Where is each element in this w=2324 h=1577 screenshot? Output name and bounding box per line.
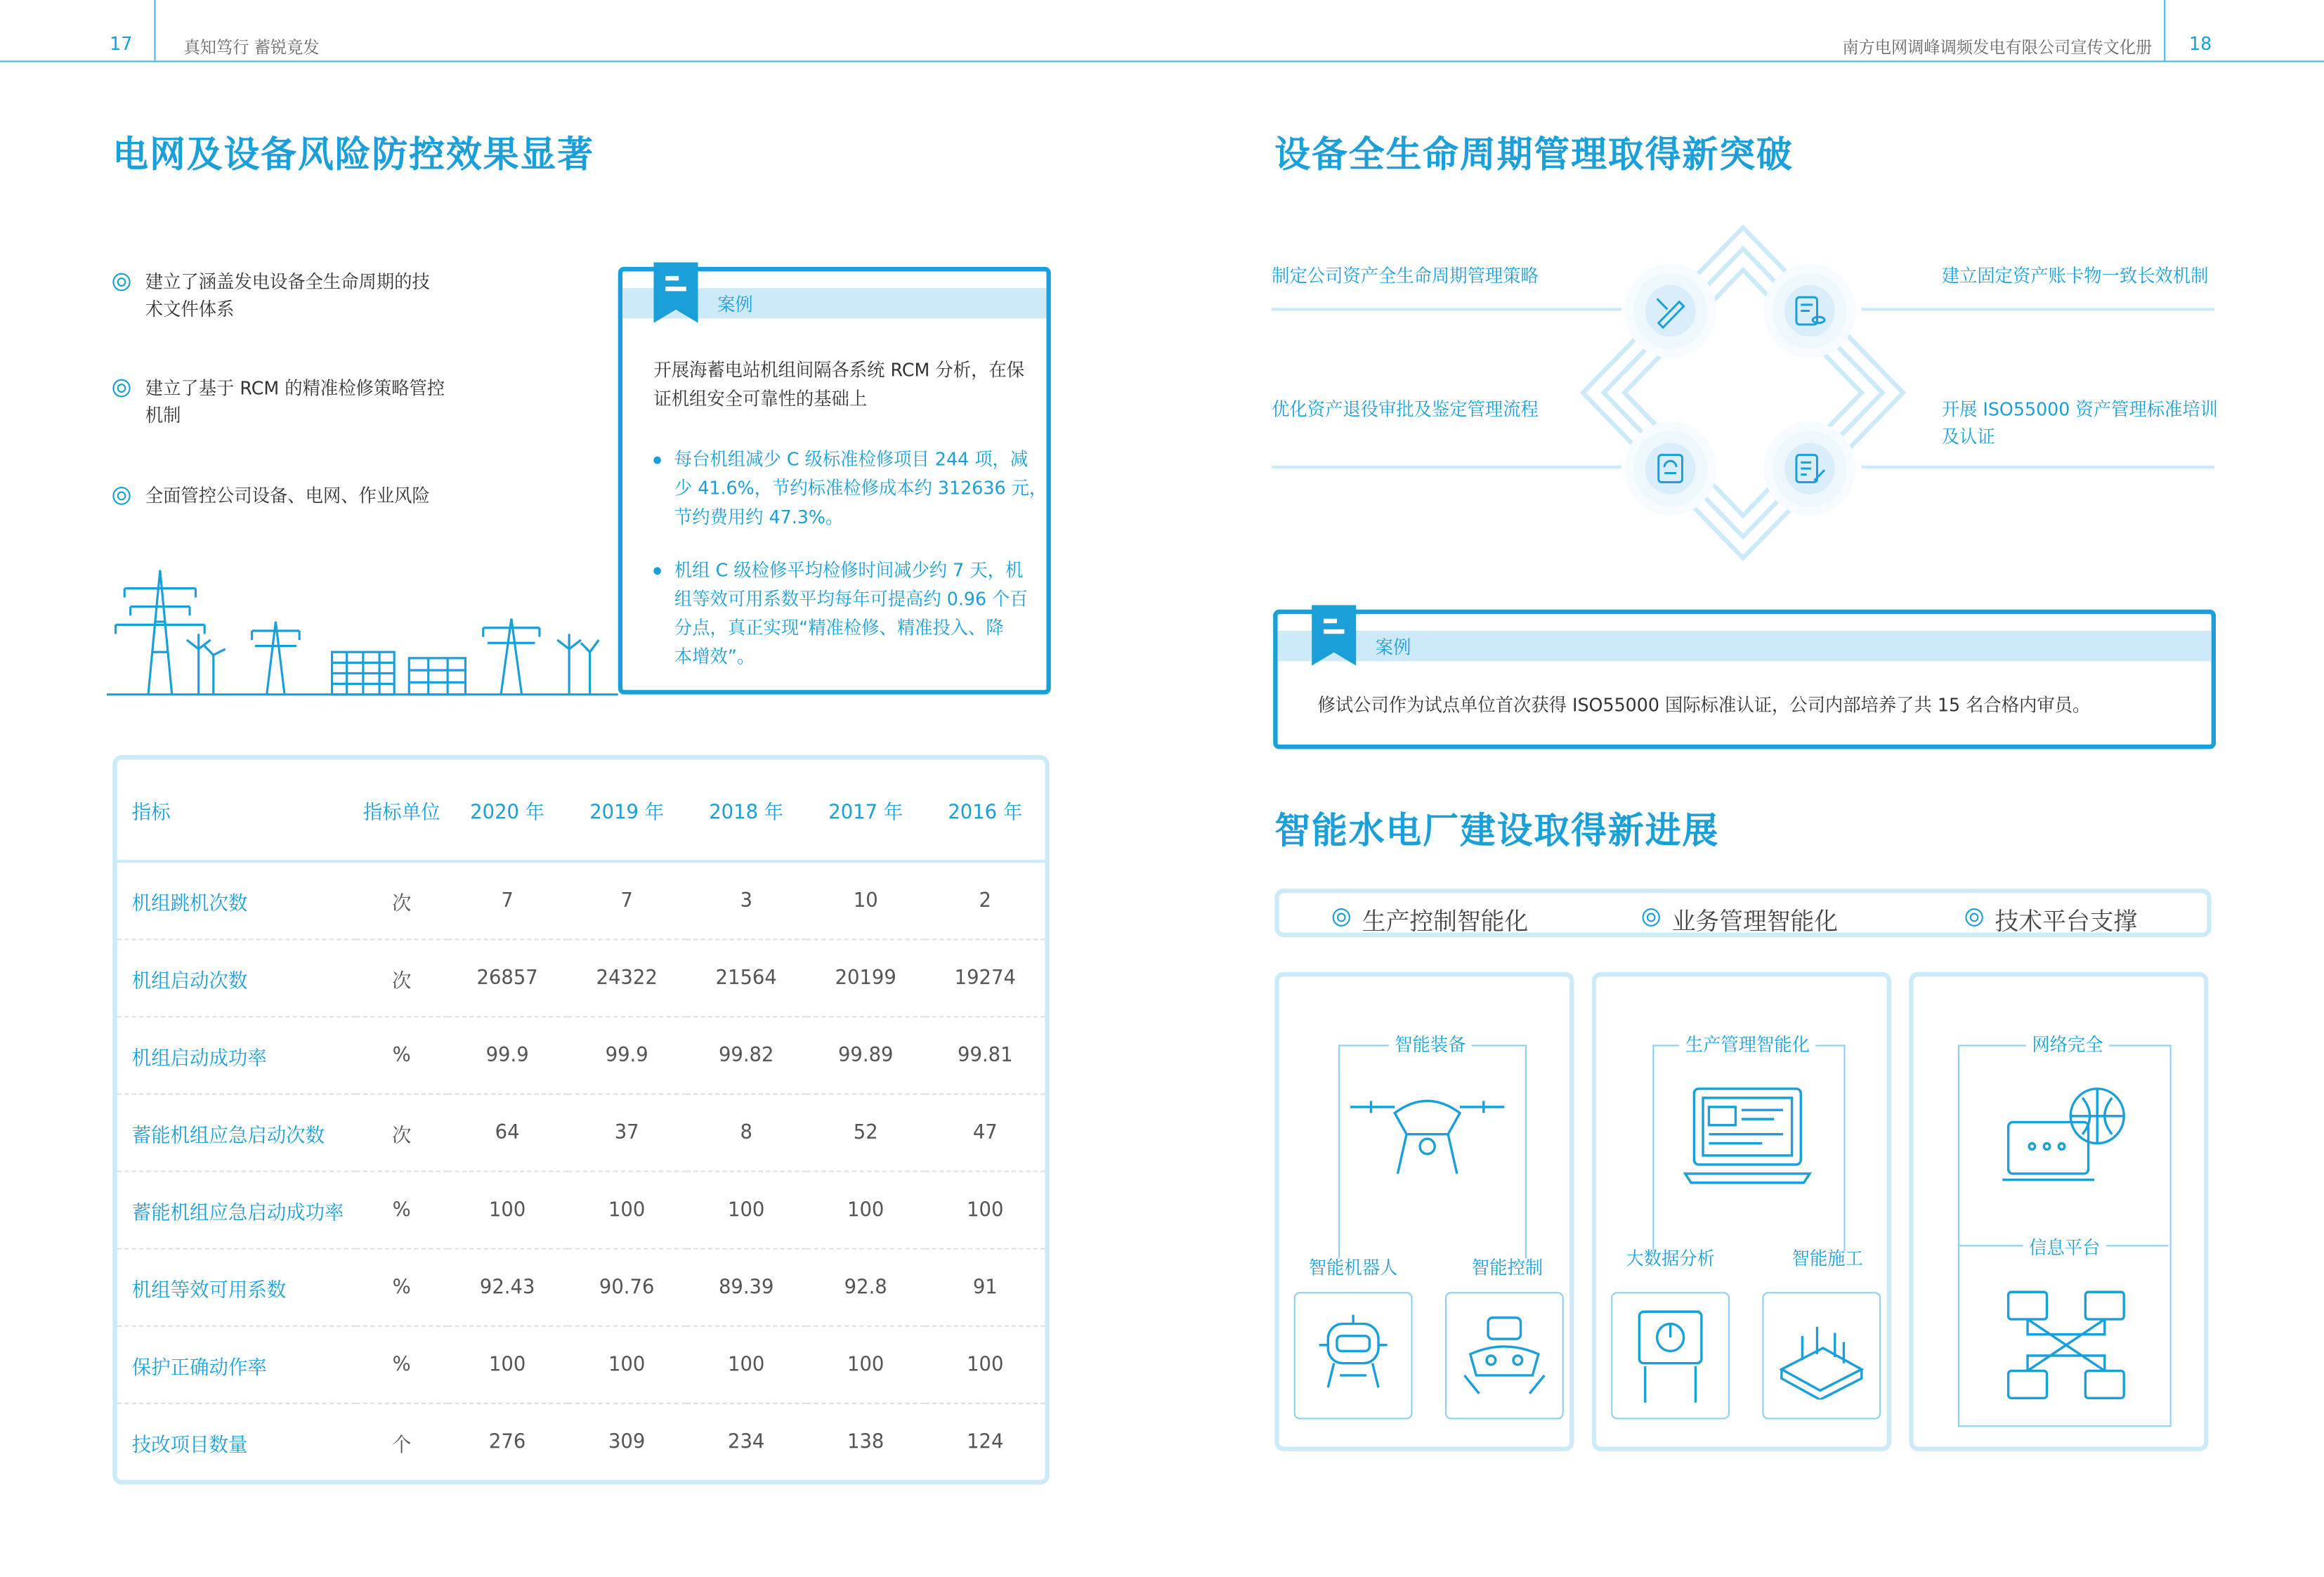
lifecycle-item: 建立固定资产账卡物一致长效机制 — [1941, 265, 2209, 287]
production-management-card — [1592, 972, 1891, 1451]
refresh-document-icon — [1624, 421, 1716, 516]
case-text: 修试公司作为试点单位首次获得 ISO55000 国际标准认证，公司内部培养了共 15 名合格内审员。 — [1317, 694, 2091, 716]
lifecycle-item: 开展 ISO55000 资产管理标准培训 及认证 — [1941, 398, 2218, 447]
network-security-icon — [2002, 1082, 2129, 1189]
kpi-table — [112, 755, 1049, 1484]
ring-bullet-icon — [1965, 908, 1983, 927]
bullet-item: 建立了基于 RCM 的精准检修策略管控 机制 — [112, 374, 486, 429]
lifecycle-diamond — [1577, 221, 1910, 564]
right-page-number: 18 — [2189, 33, 2212, 55]
right-section-title-2: 智能水电厂建设取得新进展 — [1274, 809, 1720, 853]
pillar-bar — [1274, 889, 2211, 937]
lifecycle-item: 优化资产退役审批及鉴定管理流程 — [1272, 398, 1539, 420]
card-item-label: 智能机器人 — [1308, 1257, 1398, 1278]
right-company-name: 南方电网调峰调频发电有限公司宣传文化册 — [1842, 37, 2153, 58]
column-header: 指标单位 — [355, 760, 448, 863]
card-heading: 信息平台 — [2023, 1234, 2106, 1260]
table-row: 机组跳机次数 次 7 7 3 10 2 — [117, 863, 1045, 940]
technical-platform-card — [1909, 972, 2208, 1451]
table-row: 蓄能机组应急启动成功率 % 100 100 100 100 100 — [117, 1172, 1045, 1250]
left-slogan: 真知笃行 蓄锐竟发 — [183, 37, 320, 58]
table-row: 机组启动次数 次 26857 24322 21564 20199 19274 — [117, 940, 1045, 1017]
connector-line — [1272, 308, 1621, 310]
card-item-label: 智能施工 — [1791, 1248, 1863, 1269]
header-divider — [154, 0, 155, 60]
column-header: 指标 — [117, 760, 356, 863]
case-label: 案例 — [717, 294, 753, 316]
case-point: 每台机组减少 C 级标准检修项目 244 项，减 少 41.6%，节约标准检修成本约 312636 元， 节约费用约 47.3%。 — [653, 446, 1047, 532]
connector-line — [1862, 308, 2214, 310]
case-point: 机组 C 级检修平均检修时间减少约 7 天，机 组等效可用系数平均每年可提高约 0.96 个百 分点，真正实现“精准检修、精准投入、降 本增效”。 — [653, 556, 1027, 672]
power-grid-illustration — [107, 561, 618, 701]
column-header: 2016 年 — [925, 760, 1045, 863]
ring-bullet-icon — [112, 379, 130, 398]
ring-bullet-icon — [112, 487, 130, 505]
smart-equipment-card — [1274, 972, 1574, 1451]
column-header: 2019 年 — [567, 760, 686, 863]
connector-line — [1862, 466, 2214, 469]
case-band — [1278, 631, 2212, 661]
ring-bullet-icon — [1333, 908, 1350, 927]
left-page-number: 17 — [110, 33, 133, 55]
pillar-item: 生产控制智能化 — [1333, 902, 1529, 937]
card-heading: 网络完全 — [2026, 1031, 2109, 1057]
laptop-dashboard-icon — [1683, 1086, 1813, 1186]
ring-bullet-icon — [1643, 908, 1660, 927]
connector-line — [1272, 466, 1621, 469]
table-row: 保护正确动作率 % 100 100 100 100 100 — [117, 1327, 1045, 1404]
pen-ruler-icon — [1624, 264, 1716, 358]
info-platform-network-icon — [2002, 1289, 2129, 1404]
bullet-item: 全面管控公司设备、电网、作业风险 — [112, 482, 486, 509]
pillar-item: 业务管理智能化 — [1643, 902, 1839, 937]
table-row: 机组启动成功率 % 99.9 99.9 99.82 99.89 99.81 — [117, 1017, 1045, 1094]
table-row: 技改项目数量 个 276 309 234 138 124 — [131, 1430, 1004, 1457]
header-divider — [2164, 0, 2165, 60]
card-item-label: 大数据分析 — [1626, 1248, 1715, 1269]
construction-site-icon — [1762, 1292, 1881, 1419]
column-header: 2018 年 — [686, 760, 806, 863]
ring-bullet-icon — [112, 273, 130, 292]
header-rule — [0, 60, 2324, 62]
left-section-title: 电网及设备风险防控效果显著 — [112, 133, 594, 176]
table-header-row — [117, 760, 1045, 863]
column-header: 2017 年 — [806, 760, 925, 863]
case-label: 案例 — [1375, 636, 1411, 658]
tablet-analysis-icon — [1611, 1292, 1730, 1419]
card-heading: 智能装备 — [1389, 1031, 1472, 1057]
document-coins-icon — [1764, 264, 1856, 358]
bullet-item: 建立了涵盖发电设备全生命周期的技 术文件体系 — [112, 268, 486, 323]
lifecycle-item: 制定公司资产全生命周期管理策略 — [1272, 265, 1539, 287]
table-row: 蓄能机组应急启动次数 次 64 37 8 52 47 — [117, 1095, 1045, 1172]
remote-control-icon — [1445, 1292, 1564, 1419]
card-item-label: 智能控制 — [1471, 1257, 1543, 1278]
checklist-pen-icon — [1764, 421, 1856, 516]
right-section-title: 设备全生命周期管理取得新突破 — [1274, 133, 1794, 176]
case-intro: 开展海蓄电站机组间隔各系统 RCM 分析，在保 证机组安全可靠性的基础上 — [653, 359, 1025, 410]
table-row: 机组等效可用系数 % 92.43 90.76 89.39 92.8 91 — [117, 1250, 1045, 1327]
robot-icon — [1294, 1292, 1413, 1419]
column-header: 2020 年 — [448, 760, 567, 863]
drone-icon — [1344, 1086, 1510, 1177]
pillar-item: 技术平台支撑 — [1965, 902, 2137, 937]
card-heading: 生产管理智能化 — [1679, 1031, 1815, 1057]
